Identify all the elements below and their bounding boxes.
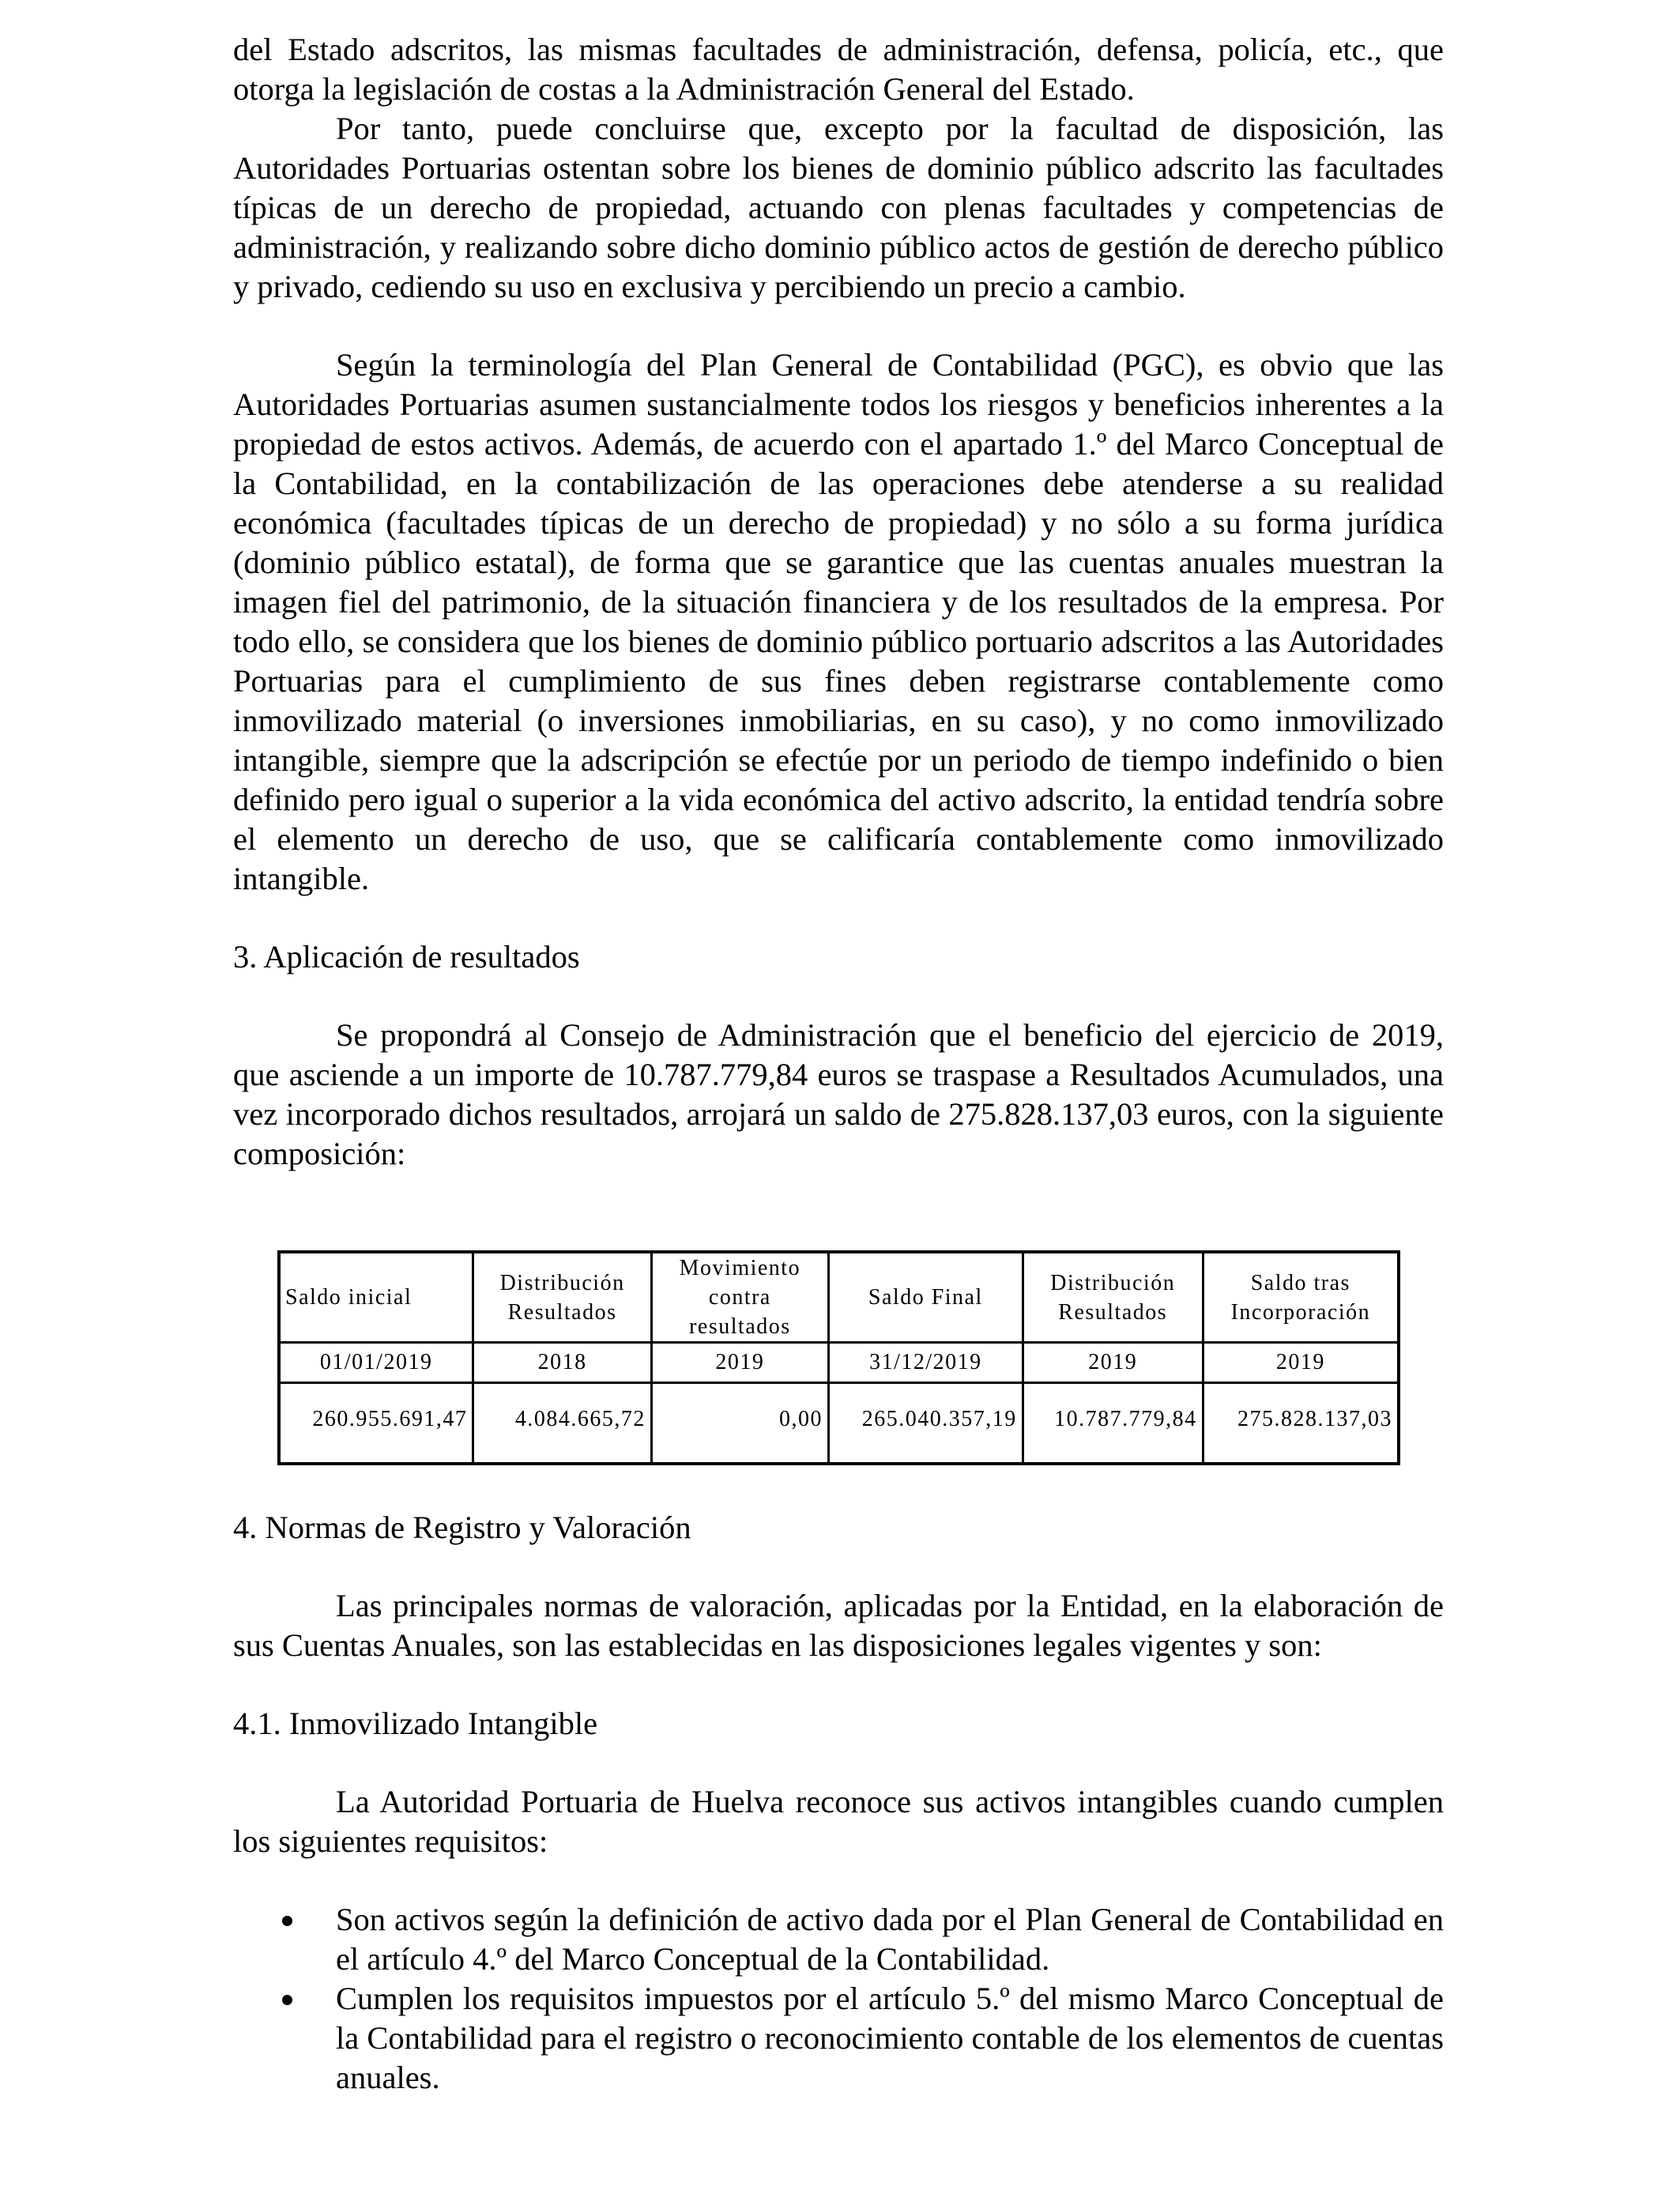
- document-page-lower: [233, 1508, 1444, 2098]
- section-4-1-text: La Autoridad Portuaria de Huelva reconoce sus activos intangibles cuando cumplen los siguientes requisitos:: [233, 1784, 1444, 1859]
- table-year-cell: 2019: [1203, 1343, 1397, 1383]
- table-value-cell: 265.040.357,19: [828, 1383, 1023, 1463]
- table-header-cell: Saldo Final: [828, 1253, 1023, 1343]
- table-year-cell: 2019: [1023, 1343, 1203, 1383]
- results-table: [277, 1250, 1400, 1465]
- paragraph-1: del Estado adscritos, las mismas facultades de administración, defensa, policía, etc., que otorga la legislación de costas a la Administración General del Estado.: [233, 32, 1444, 107]
- table-header-cell: Movimiento contra resultados: [651, 1253, 828, 1343]
- section-3-text: Se propondrá al Consejo de Administración que el beneficio del ejercicio de 2019, que asciende a un importe de 10.787.779,84 euros se traspase a Resultados Acumulados, una vez incorporado dichos resultados, arrojará un saldo de 275.828.137,03 euros, con la siguiente composición:: [233, 1017, 1444, 1171]
- table-value-cell: 4.084.665,72: [473, 1383, 651, 1463]
- table-year-cell: 2019: [651, 1343, 828, 1383]
- paragraph-2: Por tanto, puede concluirse que, excepto por la facultad de disposición, las Autoridades Portuarias ostentan sobre los bienes de dominio público adscrito las facultades típicas de un derecho de propiedad, actuando con plenas facultades y competencias de administración, y realizando sobre dicho dominio público actos de gestión de derecho público y privado, cediendo su uso en exclusiva y percibiendo un precio a cambio.: [233, 111, 1444, 304]
- section-3-heading: 3. Aplicación de resultados: [233, 939, 580, 974]
- list-item: Cumplen los requisitos impuestos por el artículo 5.º del mismo Marco Conceptual de la Contabilidad para el registro o reconocimiento contable de los elementos de cuentas anuales.: [233, 1979, 1444, 2098]
- table-value-cell: 10.787.779,84: [1023, 1383, 1203, 1463]
- list-item: Son activos según la definición de activo dada por el Plan General de Contabilidad en el artículo 4.º del Marco Conceptual de la Contabilidad.: [233, 1900, 1444, 1979]
- table-value-cell: 275.828.137,03: [1203, 1383, 1397, 1463]
- table-value-cell: 260.955.691,47: [281, 1383, 473, 1463]
- table-year-cell: 01/01/2019: [281, 1343, 473, 1383]
- table-header-cell: Saldo inicial: [281, 1253, 473, 1343]
- section-4-text: Las principales normas de valoración, aplicadas por la Entidad, en la elaboración de sus Cuentas Anuales, son las establecidas en las disposiciones legales vigentes y son:: [233, 1588, 1444, 1663]
- section-4-1-heading: 4.1. Inmovilizado Intangible: [233, 1706, 598, 1741]
- bullet-icon: [282, 1995, 292, 2005]
- bullet-icon: [282, 1916, 292, 1926]
- requirements-list: [233, 1900, 1444, 2098]
- table-header-cell: Saldo tras Incorporación: [1203, 1253, 1397, 1343]
- paragraph-3: Según la terminología del Plan General de Contabilidad (PGC), es obvio que las Autoridades Portuarias asumen sustancialmente todos los riesgos y beneficios inherentes a la propiedad de estos activos. Además, de acuerdo con el apartado 1.º del Marco Conceptual de la Contabilidad, en la contabilización de las operaciones debe atenderse a su realidad económica (facultades típicas de un derecho de propiedad) y no sólo a su forma jurídica (dominio público estatal), de forma que se garantice que las cuentas anuales muestran la imagen fiel del patrimonio, de la situación financiera y de los resultados de la empresa. Por todo ello, se considera que los bienes de dominio público portuario adscritos a las Autoridades Portuarias para el cumplimiento de sus fines deben registrarse contablemente como inmovilizado material (o inversiones inmobiliarias, en su caso), y no como inmovilizado intangible, siempre que la adscripción se efectúe por un periodo de tiempo indefinido o bien definido pero igual o superior a la vida económica del activo adscrito, la entidad tendría sobre el elemento un derecho de uso, que se calificaría contablemente como inmovilizado intangible.: [233, 347, 1444, 896]
- table-year-cell: 2018: [473, 1343, 651, 1383]
- table-year-cell: 31/12/2019: [828, 1343, 1023, 1383]
- table-value-cell: 0,00: [651, 1383, 828, 1463]
- table-header-cell: Distribución Resultados: [473, 1253, 651, 1343]
- section-4-heading: 4. Normas de Registro y Valoración: [233, 1510, 691, 1545]
- table-header-cell: Distribución Resultados: [1023, 1253, 1203, 1343]
- document-page: [233, 30, 1444, 1174]
